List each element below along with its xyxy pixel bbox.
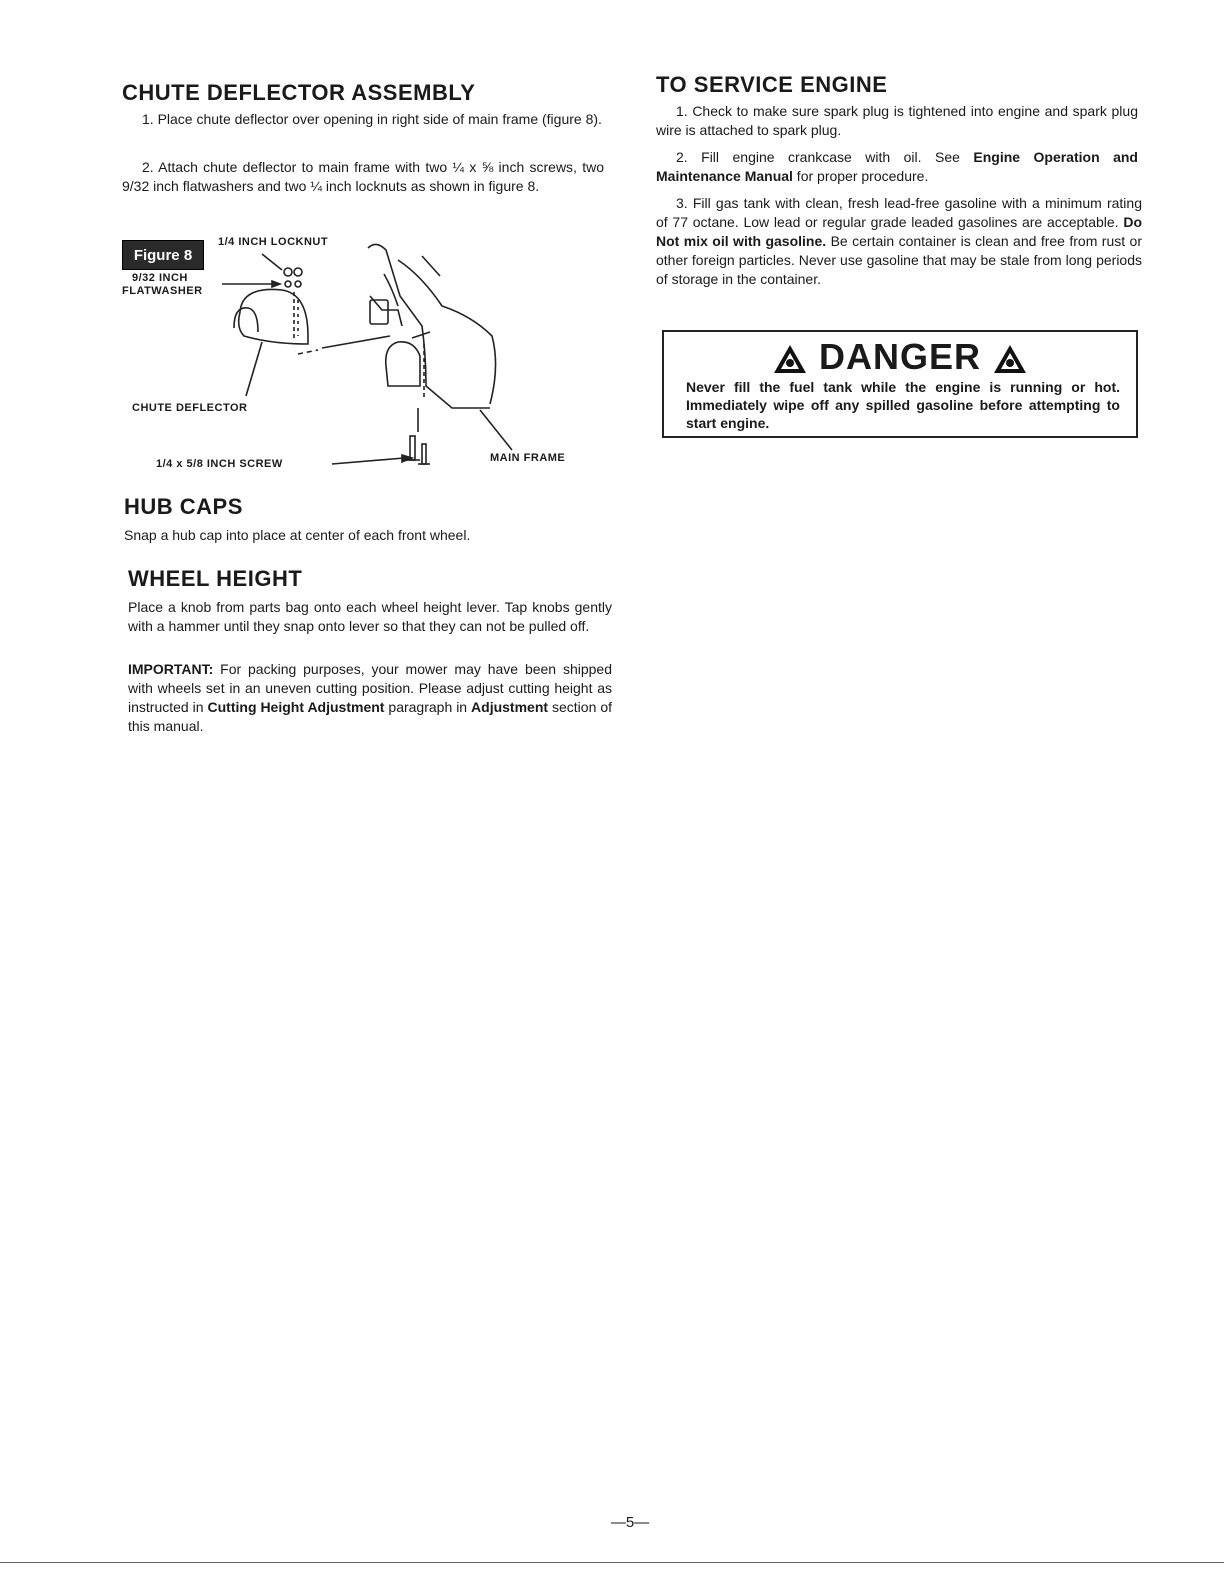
hub-caps-heading: HUB CAPS	[124, 494, 243, 519]
chute-step-2: 2. Attach chute deflector to main frame with two ¼ x ⅝ inch screws, two 9/32 inch flatwashers and two ¼ inch locknuts as shown in figure 8.	[122, 159, 604, 194]
important-label: IMPORTANT:	[128, 661, 214, 677]
engine-manual-ref: Engine Operation and Maintenance Manual	[656, 149, 1138, 184]
label-washer-line1: 9/32 INCH	[132, 272, 188, 284]
danger-title: DANGER	[818, 336, 981, 377]
wheel-height-heading: WHEEL HEIGHT	[128, 566, 303, 591]
bottom-rule	[0, 1562, 1224, 1563]
important-text-c: paragraph in	[384, 699, 472, 715]
chute-step-1: 1. Place chute deflector over opening in right side of main frame (figure 8).	[142, 111, 602, 127]
label-washer-line2: FLATWASHER	[122, 285, 203, 297]
page-number: —5—	[610, 1514, 650, 1531]
service-step-2-a: 2. Fill engine crankcase with oil. See	[676, 149, 974, 165]
important-text-e: section of this manual.	[128, 699, 612, 734]
hub-caps-text: Snap a hub cap into place at center of each front wheel.	[124, 527, 471, 543]
service-step-1: 1. Check to make sure spark plug is tightened into engine and spark plug wire is attached to spark plug.	[656, 103, 1138, 138]
service-step-2-c: for proper procedure.	[792, 168, 929, 184]
figure-badge: Figure 8	[122, 240, 204, 270]
service-step-3-c: Be certain container is clean and free from rust or other foreign particles. Never use gasoline that may be stale from long periods of storage in the container.	[656, 233, 1143, 287]
label-locknut: 1/4 INCH LOCKNUT	[218, 236, 329, 248]
warning-triangle-icon-right	[992, 343, 1028, 375]
danger-text: Never fill the fuel tank while the engine is running or hot. Immediately wipe off any spilled gasoline before attempting to start engine.	[686, 379, 1120, 431]
adjustment-ref: Adjustment	[471, 699, 549, 715]
label-chute-deflector: CHUTE DEFLECTOR	[132, 402, 248, 414]
figure-8	[122, 236, 602, 476]
important-text-a: For packing purposes, your mower may have been shipped with wheels set in an uneven cutting position. Please adjust cutting height as instructed in	[128, 661, 612, 715]
important-note	[128, 660, 612, 736]
no-mix-warning: Do Not mix oil with gasoline.	[656, 214, 1142, 249]
label-screw: 1/4 x 5/8 INCH SCREW	[156, 458, 283, 470]
warning-triangle-icon	[772, 343, 808, 375]
service-engine-heading: TO SERVICE ENGINE	[656, 72, 888, 97]
service-step-3	[656, 194, 1142, 289]
service-step-3-a: 3. Fill gas tank with clean, fresh lead-free gasoline with a minimum rating of 77 octane. Low lead or regular grade leaded gasolines are acceptable.	[656, 195, 1142, 230]
figure-8-drawing	[122, 236, 602, 476]
danger-title-row	[664, 336, 1136, 378]
label-main-frame: MAIN FRAME	[490, 452, 566, 464]
cutting-height-ref: Cutting Height Adjustment	[207, 699, 385, 715]
chute-deflector-heading: CHUTE DEFLECTOR ASSEMBLY	[122, 80, 476, 105]
danger-box	[662, 330, 1138, 438]
wheel-height-text: Place a knob from parts bag onto each wheel height lever. Tap knobs gently with a hammer until they snap onto lever so that they can not be pulled off.	[128, 599, 612, 634]
service-step-2	[656, 148, 1138, 186]
